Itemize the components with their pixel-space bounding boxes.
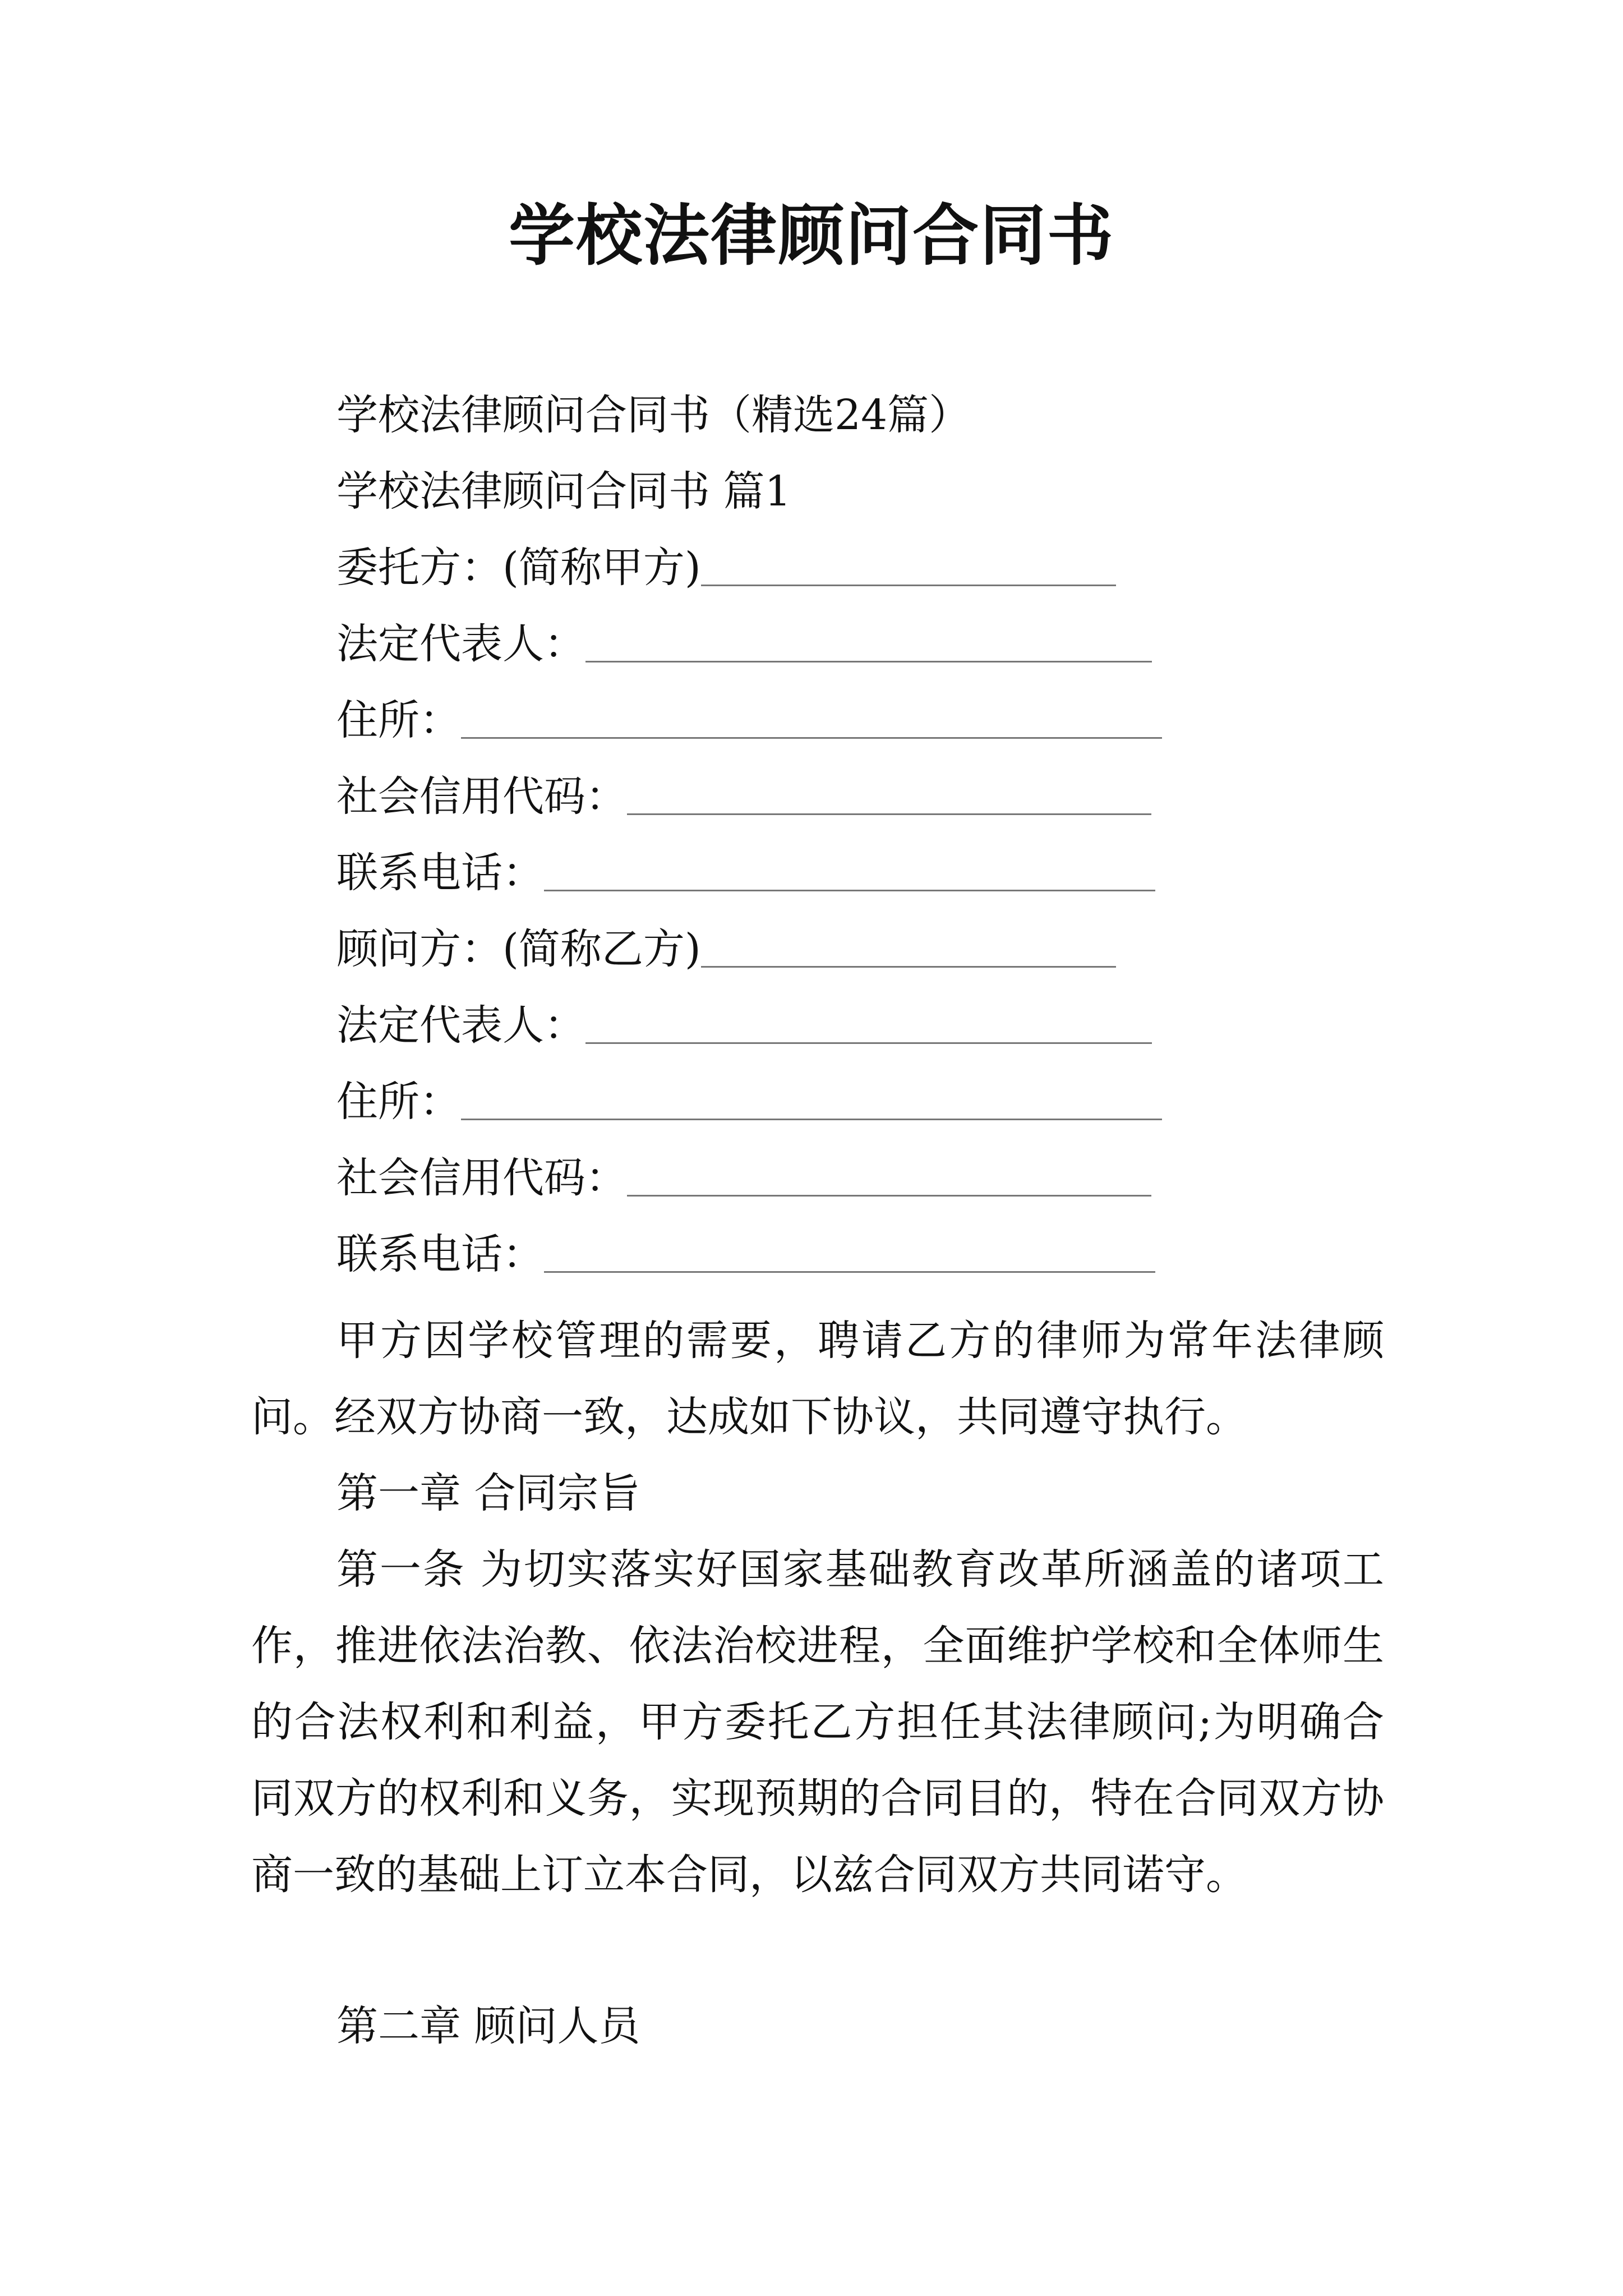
party-b-phone-field [336,1226,1155,1282]
party-a-credit-code-field [336,769,1151,825]
chapter-2-heading: 第二章 顾问人员 [336,2002,640,2050]
party-b-header-label: 顾问方：(简称乙方) [336,925,701,973]
party-b-address-blank[interactable] [461,1074,1162,1120]
party-b-credit-code-label: 社会信用代码： [336,1154,627,1202]
party-a-address-field [336,692,1162,748]
document-subtitle: 学校法律顾问合同书（精选24篇） [336,391,971,439]
party-a-header-field [336,540,1116,596]
party-a-phone-field [336,845,1155,901]
document-title: 学校法律顾问合同书 [508,196,1114,274]
intro-paragraph: 甲方因学校管理的需要，聘请乙方的律师为常年法律顾问。经双方协商一致，达成如下协议，共同遵守执行。 [251,1317,1384,1441]
party-b-header-field [336,921,1116,977]
party-a-credit-code-label: 社会信用代码： [336,772,627,821]
party-a-address-blank[interactable] [461,692,1162,739]
party-b-representative-blank[interactable] [585,997,1152,1044]
chapter-1-heading: 第一章 合同宗旨 [336,1469,640,1517]
party-a-phone-blank[interactable] [544,845,1155,891]
party-a-header-label: 委托方：(简称甲方) [336,544,701,592]
party-a-representative-blank[interactable] [585,616,1152,662]
party-a-name-blank[interactable] [701,540,1116,586]
party-b-representative-label: 法定代表人： [336,1001,585,1050]
party-a-phone-label: 联系电话： [336,849,544,897]
party-b-credit-code-field [336,1150,1151,1206]
party-a-address-label: 住所： [336,696,461,744]
party-a-credit-code-blank[interactable] [627,769,1151,815]
party-a-representative-field [336,616,1152,672]
party-b-name-blank[interactable] [701,921,1116,968]
party-a-representative-label: 法定代表人： [336,620,585,668]
party-b-address-field [336,1074,1162,1130]
party-b-credit-code-blank[interactable] [627,1150,1151,1197]
party-b-representative-field [336,997,1152,1053]
section-heading: 学校法律顾问合同书 篇1 [336,467,791,516]
party-b-phone-blank[interactable] [544,1226,1155,1273]
article-1-paragraph: 第一条 为切实落实好国家基础教育改革所涵盖的诸项工作，推进依法治教、依法治校进程，全面维护学校和全体师生的合法权利和利益，甲方委托乙方担任其法律顾问;为明确合同双方的权利和义务，实现预期的合同目的，特在合同双方协商一致的基础上订立本合同，以兹合同双方共同诺守。 [251,1545,1384,1899]
party-b-phone-label: 联系电话： [336,1230,544,1278]
party-b-address-label: 住所： [336,1078,461,1126]
